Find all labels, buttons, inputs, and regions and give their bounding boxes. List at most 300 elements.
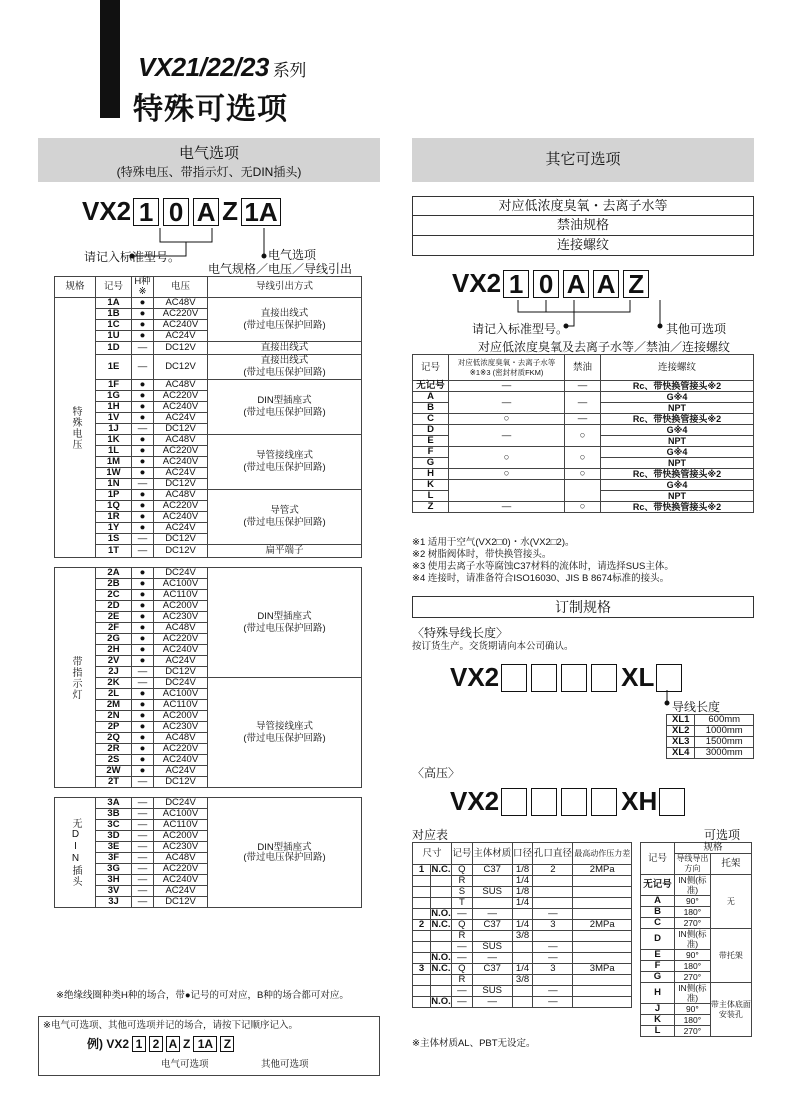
table-cell: 1H <box>96 402 132 413</box>
table-cell: 1G <box>96 391 132 402</box>
electrical-option-table <box>54 276 362 908</box>
table-cell: 2F <box>96 623 132 634</box>
table-cell: N.O. <box>431 952 451 963</box>
table-cell: 2D <box>96 601 132 612</box>
table-cell: ● <box>132 766 154 777</box>
table-cell: AC240V <box>154 402 208 413</box>
table-cell <box>573 909 632 920</box>
table-cell: AC24V <box>154 656 208 667</box>
table-cell: AC240V <box>154 875 208 886</box>
table-cell: AC240V <box>154 645 208 656</box>
table-cell: AC48V <box>154 298 208 309</box>
table-cell: 1/4 <box>512 876 533 887</box>
table-cell: ● <box>132 435 154 446</box>
table-cell <box>512 997 533 1008</box>
table-cell: 2B <box>96 579 132 590</box>
ann-electrical-option: 电气选项 <box>268 248 317 262</box>
table-cell: ● <box>132 579 154 590</box>
table-cell: DC12V <box>154 897 208 908</box>
table-cell: E <box>413 436 449 447</box>
table-cell: 1F <box>96 380 132 391</box>
table-cell: 1/4 <box>512 898 533 909</box>
table-cell: 1B <box>96 309 132 320</box>
table-cell: 600mm <box>695 715 754 726</box>
table-cell <box>512 942 533 953</box>
table-cell: 2Q <box>96 733 132 744</box>
table-cell: ● <box>132 523 154 534</box>
table-cell: 2T <box>96 777 132 788</box>
table-cell: 1A <box>96 298 132 309</box>
table-cell: — <box>132 831 154 842</box>
table-cell: 3/8 <box>512 975 533 986</box>
table-cell: AC48V <box>154 435 208 446</box>
table-cell: AC240V <box>154 457 208 468</box>
table-cell: R <box>452 931 473 942</box>
table-cell: — <box>132 667 154 678</box>
table-cell: AC110V <box>154 590 208 601</box>
table-row <box>55 568 362 579</box>
table-cell: 2MPa <box>573 865 632 876</box>
hp-note: ※主体材质AL、PBT无设定。 <box>412 1038 536 1049</box>
table-cell: G※4 <box>601 425 754 436</box>
table-cell: 1V <box>96 413 132 424</box>
table-cell: ○ <box>449 414 565 425</box>
method-cell: DIN型插座式 (带过电压保护回路) <box>208 798 362 908</box>
table-cell: 3E <box>96 842 132 853</box>
table-cell: — <box>132 424 154 435</box>
table-cell: 3D <box>96 831 132 842</box>
table-cell: 无记号 <box>413 381 449 392</box>
method-cell: 直接出线式 <box>208 342 362 355</box>
table-cell: 1Y <box>96 523 132 534</box>
table-cell: SUS <box>472 887 512 898</box>
electrical-code: VX2 1 0 A Z 1A <box>82 196 283 227</box>
group-label: 无DIN插头 <box>55 798 96 908</box>
table-cell: 3H <box>96 875 132 886</box>
table-cell: 2N <box>96 711 132 722</box>
table-cell: 3F <box>96 853 132 864</box>
table-cell: AC24V <box>154 468 208 479</box>
table-cell: — <box>132 545 154 558</box>
table-cell: DC12V <box>154 667 208 678</box>
table-cell: ● <box>132 468 154 479</box>
table-cell: 3J <box>96 897 132 908</box>
group-label: 特殊电压 <box>55 298 96 558</box>
table-cell <box>431 975 452 986</box>
table-row <box>413 975 632 986</box>
table-cell: C <box>413 414 449 425</box>
table-cell: G <box>641 972 675 983</box>
table-cell: 1S <box>96 534 132 545</box>
table-cell: 90° <box>675 950 711 961</box>
table-cell: 1U <box>96 331 132 342</box>
table-cell: XL1 <box>667 715 695 726</box>
table-cell <box>512 953 533 964</box>
xl-code: VX2 XL <box>450 662 684 693</box>
electrical-footnote: ※绝缘线圈种类H种的场合，带●记号的可对应，B种的场合都可对应。 <box>56 990 349 1001</box>
table-cell <box>472 876 512 887</box>
table-cell: DC12V <box>154 777 208 788</box>
table-row <box>413 909 632 920</box>
table-cell: — <box>132 534 154 545</box>
table-cell: D <box>413 425 449 436</box>
col-header: H种※ <box>132 277 154 298</box>
table-cell: ● <box>132 601 154 612</box>
opt-line: 禁油规格 <box>412 216 754 236</box>
table-cell: ● <box>132 380 154 391</box>
ann-other-option: 其他可选项 <box>666 322 727 336</box>
table-cell: — <box>472 953 512 964</box>
other-options-header: 其它可选项 <box>412 138 754 182</box>
table-cell: 2M <box>96 700 132 711</box>
table-cell: — <box>132 479 154 490</box>
table-cell: — <box>132 820 154 831</box>
table-cell: S <box>452 887 473 898</box>
table-cell: L <box>641 1026 675 1037</box>
table-cell <box>413 898 431 909</box>
table-cell: 90° <box>675 1004 711 1015</box>
table-cell: 2H <box>96 645 132 656</box>
lead-length-note: 按订货生产。交货期请向本公司确认。 <box>412 641 574 652</box>
table-cell: SUS <box>472 942 512 953</box>
table-cell: AC240V <box>154 755 208 766</box>
table-cell: 2A <box>96 568 132 579</box>
col-header: 对应低浓度臭氧・去离子水等※1※3 (密封材质FKM) <box>449 355 565 381</box>
table-cell: ● <box>132 733 154 744</box>
table-cell: 3000mm <box>695 748 754 759</box>
table-cell: — <box>533 909 573 920</box>
table-cell: 3 <box>533 920 573 931</box>
table-cell: AC200V <box>154 601 208 612</box>
table-cell: — <box>565 414 601 425</box>
table-row <box>641 929 752 950</box>
table-cell: DC12V <box>154 342 208 355</box>
table-cell: — <box>452 997 473 1008</box>
table-cell: A <box>413 392 449 403</box>
table-row <box>667 748 754 759</box>
col-header: 禁油 <box>565 355 601 381</box>
table-cell: ● <box>132 331 154 342</box>
table-cell: F <box>641 961 675 972</box>
table-cell: XL3 <box>667 737 695 748</box>
table-cell: AC220V <box>154 446 208 457</box>
table-row <box>413 898 632 909</box>
method-cell: 直接出线式 (带过电压保护回路) <box>208 355 362 380</box>
table-cell <box>573 953 632 964</box>
table-cell <box>413 909 431 920</box>
table-cell: — <box>132 875 154 886</box>
table-cell: ● <box>132 402 154 413</box>
spacer-row <box>55 788 362 798</box>
method-cell: 导管式 (带过电压保护回路) <box>208 490 362 545</box>
table-row <box>641 875 752 896</box>
table-cell <box>431 898 452 909</box>
table-cell: Rc、带快换管接头※2 <box>601 469 754 480</box>
table-cell: — <box>533 942 573 953</box>
method-cell: 扁平端子 <box>208 545 362 558</box>
table-cell: — <box>449 502 565 513</box>
table-cell: 1P <box>96 490 132 501</box>
table-cell: 1Q <box>96 501 132 512</box>
table-cell: DC24V <box>154 678 208 689</box>
table-cell: 270° <box>675 918 711 929</box>
table-cell <box>573 887 632 898</box>
table-row <box>413 414 754 425</box>
table-cell: Z <box>413 502 449 513</box>
table-cell: 1K <box>96 435 132 446</box>
table-cell: R <box>452 876 473 887</box>
table-cell: 2 <box>413 920 431 931</box>
table-cell: L <box>413 491 449 502</box>
table-row <box>641 983 752 1004</box>
table-row <box>413 887 632 898</box>
table-cell: 1C <box>96 320 132 331</box>
table-cell: DC24V <box>154 798 208 809</box>
table-cell: G※4 <box>601 447 754 458</box>
table-cell: — <box>132 355 154 380</box>
lead-length-title: 〈特殊导线长度〉 <box>412 626 509 640</box>
table-cell <box>413 942 431 953</box>
table-cell: 1M <box>96 457 132 468</box>
table-cell: AC100V <box>154 579 208 590</box>
table-cell: C37 <box>472 964 512 975</box>
group-label: 带指示灯 <box>55 568 96 788</box>
table-cell: AC24V <box>154 331 208 342</box>
table-cell <box>472 898 512 909</box>
table-cell: K <box>413 480 449 491</box>
ann-standard-model: 请记入标准型号。 <box>84 250 181 264</box>
table-cell: G <box>413 458 449 469</box>
table-cell: — <box>449 392 565 414</box>
table-cell <box>533 887 573 898</box>
col-header: 连接螺纹 <box>601 355 754 381</box>
table-cell: ● <box>132 512 154 523</box>
table-cell: F <box>413 447 449 458</box>
table-cell: 1000mm <box>695 726 754 737</box>
table-cell: 1500mm <box>695 737 754 748</box>
table-cell: AC240V <box>154 512 208 523</box>
opt-line: 连接螺纹 <box>412 236 754 256</box>
table-cell: 3C <box>96 820 132 831</box>
table-cell: T <box>452 898 473 909</box>
table-cell <box>573 931 632 942</box>
table-cell: ● <box>132 700 154 711</box>
table-cell: DC12V <box>154 534 208 545</box>
other-option-notes: ※1 适用于空气(VX2□0)・水(VX2□2)。 ※2 树脂阀体时，带快换管接头。 ※3 使用去离子水等腐蚀C37材料的流体时，请选择SUS主体。 ※4 连接时，请准备符合ISO16030、JIS B 8674标准的接头。 <box>412 537 674 584</box>
table-cell: AC230V <box>154 842 208 853</box>
method-cell: 直接出线式 (带过电压保护回路) <box>208 298 362 342</box>
example-ann-electrical: 电气可选项 <box>161 1059 209 1070</box>
ann-electrical-spec: 电气规格／电压／导线引出 <box>208 262 353 276</box>
table-cell: ○ <box>565 425 601 447</box>
other-code: VX2 1 0 A A Z <box>452 268 651 299</box>
table-cell: 270° <box>675 1026 711 1037</box>
table-cell <box>533 975 573 986</box>
table-cell: ○ <box>449 447 565 469</box>
table-cell <box>533 876 573 887</box>
table-cell: AC100V <box>154 689 208 700</box>
table-cell: Rc、带快换管接头※2 <box>601 414 754 425</box>
table-row <box>667 737 754 748</box>
table-cell: AC24V <box>154 523 208 534</box>
col-header: 记号 <box>96 277 132 298</box>
table-row <box>413 997 632 1008</box>
table-cell: B <box>413 403 449 414</box>
table-row <box>413 447 754 458</box>
table-row <box>413 425 754 436</box>
table-cell: G※4 <box>601 392 754 403</box>
opt-line: 对应低浓度臭氧・去离子水等 <box>412 196 754 216</box>
table-cell: 2R <box>96 744 132 755</box>
table-cell: AC220V <box>154 744 208 755</box>
table-cell: 1L <box>96 446 132 457</box>
table-cell <box>413 953 431 964</box>
table-cell: ● <box>132 490 154 501</box>
table-cell: NPT <box>601 403 754 414</box>
table-cell: ○ <box>565 502 601 513</box>
table-row <box>413 502 754 513</box>
table-cell: AC48V <box>154 733 208 744</box>
custom-spec-header: 订制规格 <box>412 596 754 618</box>
table-cell: 2L <box>96 689 132 700</box>
high-pressure-table: 尺寸 记号 主体材质 口径 孔口直径 最高动作压力差 1 N.C. Q C37 1/8 2 2MPa R 1/4 S SUS 1/8 T 1/4 N.O. — — — 2 N.C. Q C37 1/4 3 2MPa R 3/8 — SUS — N.O. — — — 3 N.C. Q C37 1/4 3 3MPa R 3/8 — SUS — N.O. — — — <box>412 842 632 1008</box>
table-cell: — <box>533 997 573 1008</box>
table-cell: 2V <box>96 656 132 667</box>
table-cell: 3 <box>413 964 431 975</box>
table-cell: 3 <box>533 964 573 975</box>
table-cell <box>413 931 431 942</box>
table-cell: ● <box>132 320 154 331</box>
high-pressure-title: 〈高压〉 <box>412 766 461 780</box>
col-header: 电压 <box>154 277 208 298</box>
table-cell <box>573 986 632 997</box>
table-row <box>55 798 362 809</box>
other-option-table <box>412 354 754 513</box>
table-cell: — <box>132 842 154 853</box>
table-cell: ○ <box>565 469 601 480</box>
ann-other-spec: 对应低浓度臭氧及去离子水等／禁油／连接螺纹 <box>478 340 731 354</box>
table-cell: 1D <box>96 342 132 355</box>
table-cell: D <box>641 929 675 950</box>
table-cell <box>512 986 533 997</box>
table-cell <box>431 931 452 942</box>
hp-option-table: 记号 规格 导线导出方向 托架 无记号 IN侧(标准) 无 A 90° B 180° C 270° D IN侧(标准) 带托架 E 90° F 180° G 270° H IN侧(标准) 带主体底面安装孔 J 90° K 180° L 270° <box>640 842 752 1037</box>
table-cell: Rc、带快换管接头※2 <box>601 381 754 392</box>
xl-table <box>666 714 754 759</box>
table-row <box>55 355 362 380</box>
table-cell: — <box>132 853 154 864</box>
correspondence-label: 对应表 <box>412 828 449 842</box>
method-cell: 导管接线座式 (带过电压保护回路) <box>208 435 362 490</box>
table-cell: H <box>413 469 449 480</box>
table-cell: AC220V <box>154 309 208 320</box>
table-cell <box>431 986 452 997</box>
table-cell: IN侧(标准) <box>675 983 711 1004</box>
table-cell: R <box>452 975 473 986</box>
table-cell: 带主体底面安装孔 <box>710 983 751 1037</box>
table-cell: 3B <box>96 809 132 820</box>
table-cell: 270° <box>675 972 711 983</box>
table-cell <box>413 876 431 887</box>
example-ann-other: 其他可选项 <box>261 1059 309 1070</box>
table-row <box>55 298 362 309</box>
table-cell: 2P <box>96 722 132 733</box>
table-cell: XL2 <box>667 726 695 737</box>
table-cell: SUS <box>472 986 512 997</box>
table-cell: NPT <box>601 491 754 502</box>
method-cell: DIN型插座式 (带过电压保护回路) <box>208 380 362 435</box>
table-cell: 180° <box>675 1015 711 1026</box>
table-cell: AC48V <box>154 853 208 864</box>
table-cell: ● <box>132 744 154 755</box>
xh-code: VX2 XH <box>450 786 687 817</box>
table-cell: AC230V <box>154 612 208 623</box>
table-row <box>413 942 632 953</box>
table-cell <box>472 931 512 942</box>
ann-standard-model-r: 请记入标准型号。 <box>472 322 569 336</box>
table-cell: 2K <box>96 678 132 689</box>
table-cell: Q <box>452 865 473 876</box>
table-cell: ● <box>132 457 154 468</box>
table-cell: K <box>641 1015 675 1026</box>
table-cell: Q <box>452 964 473 975</box>
table-cell: — <box>472 997 512 1008</box>
table-cell <box>533 931 573 942</box>
order-note: ※电气可选项、其他可选项并记的场合，请按下记顺序记入。 <box>43 1020 298 1031</box>
table-row <box>413 964 632 975</box>
table-cell: AC200V <box>154 711 208 722</box>
table-cell: 2S <box>96 755 132 766</box>
table-cell: AC24V <box>154 886 208 897</box>
table-cell: DC24V <box>154 568 208 579</box>
table-row <box>55 342 362 355</box>
table-row <box>413 469 754 480</box>
table-cell: AC220V <box>154 634 208 645</box>
table-cell: AC220V <box>154 501 208 512</box>
table-cell: AC110V <box>154 700 208 711</box>
table-cell: ○ <box>565 447 601 469</box>
table-cell: — <box>132 886 154 897</box>
table-cell: 3V <box>96 886 132 897</box>
table-cell: 1/4 <box>512 920 533 931</box>
table-cell: C37 <box>472 865 512 876</box>
table-cell: DC12V <box>154 545 208 558</box>
table-cell: A <box>641 896 675 907</box>
table-cell: 1T <box>96 545 132 558</box>
table-cell: N.C. <box>431 963 451 974</box>
table-cell: 3/8 <box>512 931 533 942</box>
col-header: 记号 <box>413 355 449 381</box>
table-row <box>413 381 754 392</box>
table-cell: 1J <box>96 424 132 435</box>
table-cell: AC110V <box>154 820 208 831</box>
table-cell: 2 <box>533 865 573 876</box>
table-cell: ● <box>132 623 154 634</box>
table-cell: 180° <box>675 907 711 918</box>
table-cell: — <box>132 342 154 355</box>
table-cell: ● <box>132 413 154 424</box>
table-cell <box>431 887 452 898</box>
table-row <box>413 931 632 942</box>
table-cell: — <box>132 777 154 788</box>
table-cell: AC230V <box>154 722 208 733</box>
table-row <box>55 435 362 446</box>
table-cell: AC240V <box>154 320 208 331</box>
table-cell: 2J <box>96 667 132 678</box>
other-options-list <box>412 196 754 256</box>
table-cell: DC12V <box>154 424 208 435</box>
table-cell <box>573 975 632 986</box>
